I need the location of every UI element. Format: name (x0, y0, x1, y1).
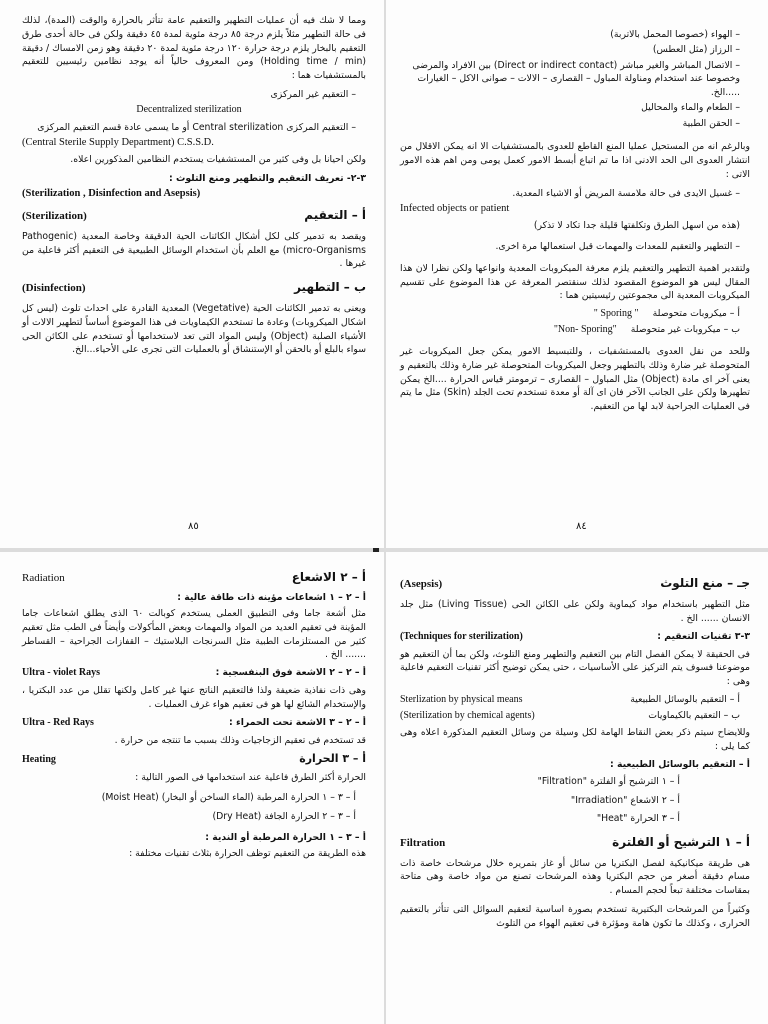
non-sporing-item (400, 324, 750, 335)
cssd-line: (Central Sterile Supply Department) C.S.S.D. (22, 137, 214, 149)
ir-body: قد تستخدم فى تعقيم الزجاجيات وذلك بسبب ما تنتجه من حرارة . (114, 734, 366, 746)
page-number-84: ٨٤ (576, 521, 587, 532)
filtration-heading-ar: أ – ١ الترشيح أو الفلترة (612, 834, 750, 849)
radiation-heading-ar: أ – ٢ الاشعاع (291, 570, 366, 584)
hand-wash-note: (هذه من اسهل الطرق وتكلفتها قليلة جدا تكاد لا تذكر) (533, 220, 740, 231)
sterilization-heading-en: (Sterilization) (22, 209, 87, 222)
moist-heat-body: هذه الطريقة من التعقيم توظف الحرارة بثلاث تقنيات مختلفة : (129, 847, 366, 859)
page-number-85: ٨٥ (188, 521, 199, 532)
ir-heading-en: Ultra - Red Rays (22, 716, 94, 728)
ionizing-body: مثل أشعة جاما وفى التطبيق العملى يستخدم كوبالت ٦٠ الذى يطلق اشعاعات جاما المؤينة فى تعقيم العديد من المواد والمهمات وبعض المأكولات وأيضاً فى الطب مثل تعقيم كثير من المستلزمات الطبية مثل السرنجات البلاستيك – القفازات الجراحية – القساطر ....... الخ . (22, 608, 367, 661)
asepsis-heading (400, 576, 750, 590)
transmission-item-1: – الهواء (خصوصا المحمل بالاتربة) (610, 29, 740, 40)
method-irradiation: أ – ٢ الاشعاع "Irradiation" (570, 794, 680, 806)
uv-body: وهى ذات نفاذية ضعيفة ولذا فالتعقيم الناتج عنها غير كامل ولكنها تقلل من عدد البكتريا ، والإستخدام الشائع لها هو فى تعقيم هواء غرف العمليات . (22, 685, 366, 710)
techniques-heading-ar: ٣-٣ تقنيات التعقيم : (657, 630, 750, 642)
uv-heading (22, 667, 366, 678)
hand-wash-item: – غسيل الايدى فى حالة ملامسة المريض أو الاشياء المعدية. (512, 187, 740, 199)
asepsis-body: مثل التطهير باستخدام مواد كيماوية ولكن على الكائن الحى (Living Tissue) مثل جلد الانسان ...... الخ . (400, 599, 750, 624)
chemical-agents-ar: ب – التعقيم بالكيماويات (648, 709, 740, 721)
heating-heading-en: Heating (22, 754, 56, 766)
disinfection-heading-ar: ب – التطهير (294, 280, 366, 295)
disinfection-heading-en: (Disinfection) (22, 282, 86, 295)
sporing-en: " Sporing " (593, 308, 639, 320)
section-3-2-en: (Sterilization , Disinfection and Asepsis) (22, 187, 201, 199)
disinfection-heading (22, 280, 366, 294)
system-decentralized (22, 88, 366, 118)
non-sporing-ar: ب – ميكروبات غير متحوصلة (630, 324, 740, 336)
page-85 (0, 0, 384, 548)
clarification-body: وللايضاح سيتم ذكر بعض النقاط الهامة لكل وسيلة من وسائل التعقيم المذكورة اعلاه وهى كما يلى : (400, 726, 750, 752)
prevention-paragraph: وبالرغم انه من المستحيل عمليا المنع القاطع للعدوى بالمستشفيات الا انه يمكن الاقلال من انتشار العدوى الى الحد الادنى اذا ما تم اتباع أبسط الامور كعمل يومى ومن اهم هذه الامور الاتى : (400, 141, 750, 180)
uv-heading-ar: أ – ٢ – ٢ الاشعة فوق البنفسجية : (215, 667, 366, 678)
method-heat: أ – ٣ الحرارة "Heat" (596, 813, 680, 825)
chemical-agents-item (400, 710, 750, 721)
filtration-body-2: وكثيراً من المرشحات البكتيرية تستخدم بصورة اساسية لتعقيم السوائل التى تتأثر بالتعقيم الحرارى ، وكذلك ما تكون هامة ومؤثرة فى تعقيم الهواء من التلوث (400, 903, 750, 929)
physical-means-en: Sterlization by physical means (400, 693, 523, 705)
system-central: – التعقيم المركزى Central sterilization أو ما يسمى عادة قسم التعقيم المركزى (37, 121, 356, 133)
method-filtration: أ – ١ الترشيح أو الفلترة "Filtration" (537, 776, 680, 788)
infected-objects-en: Infected objects or patient (400, 203, 510, 214)
moist-heat-title: أ – ٣ – ١ الحرارة المرطبة أو الندية : (205, 831, 366, 843)
transmission-item-2: – الرزاز (مثل العطس) (652, 44, 740, 56)
disinfection-body: ويعنى به تدمير الكائنات الحية (Vegetative) المعدية القادرة على احداث تلوث (ليس كل اشكال الميكروبات) وعادة ما تستخدم الكيماويات فى هذا الموضوع أساساً لتطهير الالات أو الأشياء الصلبة (Object) وليس المواد التى تعد لاستخدامها أو تستخدم على الكائن الحى سواء بالبلع أو بالحقن أو الإستنشاق أو بالعمليات التى تجرى على الأحياء...الخ. (22, 303, 366, 356)
radiation-heading (22, 570, 366, 584)
techniques-heading (400, 631, 750, 642)
filtration-body-1: هى طريقة ميكانيكية لفصل البكتريا من سائل أو غاز بتمريره خلال مرشحات خاصة ذات مسام دقيقة أصغر من حجم البكتريا وهذه المرشحات تصنع من مواد خاصة وهى متاحة بمقاسات مختلفة تبعاً لحجم المسام . (400, 857, 750, 897)
transmission-item-3: – الاتصال المباشر والغير مباشر (Direct or indirect contact) بين الافراد والمرضى وخصوصا عند استخدام ومناولة المباول – القصارى – الالات – صوانى الاكل – الغيارات .....الخ. (412, 59, 740, 98)
ionizing-title: أ – ٢ – ١ اشعاعات مؤينه ذات طاقة عالية : (177, 592, 366, 603)
page-radiation (0, 552, 384, 1024)
sporing-ar: أ – ميكروبات متحوصلة (652, 308, 740, 320)
filtration-heading (400, 835, 750, 849)
sterilize-equipment-item: – التطهير والتعقيم للمعدات والمهمات قبل استعمالها مرة اخرى. (495, 241, 740, 253)
moist-heat-item: أ – ٣ – ١ الحرارة المرطبة (الماء الساخن أو البخار) (Moist Heat) (101, 792, 356, 803)
sporing-item (400, 308, 750, 319)
asepsis-heading-en: (Asepsis) (400, 578, 443, 590)
sterilization-heading-ar: أ – التعقيم (304, 207, 366, 222)
transmission-item-5: – الحقن الطبية (682, 117, 740, 129)
dry-heat-item: أ – ٣ – ٢ الحرارة الجافة (Dry Heat) (212, 811, 356, 823)
radiation-heading-en: Radiation (22, 572, 65, 584)
techniques-body: فى الحقيقة لا يمكن الفصل التام بين التعقيم والتطهير ومنع التلوث، ولكن بما أن التعقيم هو موضوعنا فسوف يتم التركيز على الأساسيات ، حتى يمكن توضيح أكثر تقنيات التعقيم فاعلية وهى : (400, 648, 750, 687)
filtration-heading-en: Filtration (400, 836, 446, 849)
ir-heading-ar: أ – ٢ – ٣ الاشعة تحت الحمراء : (229, 716, 366, 728)
infection-control-paragraph: وللحد من نقل العدوى بالمستشفيات ، وللتبسيط الامور يمكن جعل الميكروبات غير المتحوصلة غير ضارة وذلك بالتطهير وجعل الميكروبات المتحوصلة غير ضارة وذلك بالتعقيم و يعنى آخر اى مادة (Object) مثل المباول – القصارى – ترمومتر قياس الحرارة ....الخ يمكن تطهيرها ولكن على الجانب الآخر فان اى آلة أو معدة تستخدم تحت الجلد (Skin) مثل ما يتم فى العمليات الجراحية لابد لها من التعقيم. (400, 346, 750, 413)
page-84 (386, 0, 768, 548)
sterilization-body: ويقصد به تدمير كلى لكل أشكال الكائنات الحية الدقيقة وخاصة المعدية (Pathogenic micro-Organisms) مع العلم بأن استخدام الوسائل الطبيعية فى التعقيم أكثر فاعلية من غيرها . (22, 230, 366, 270)
non-sporing-en: "Non- Sporing" (553, 324, 617, 336)
uv-heading-en: Ultra - violet Rays (22, 667, 101, 678)
chemical-agents-en: (Sterilization by chemical agents) (400, 709, 535, 721)
section-3-2-title: ٣-٢- تعريف التعقيم والتطهير ومنع التلوث : (169, 172, 366, 184)
heating-heading-ar: أ – ٣ الحرارة (299, 752, 366, 766)
heating-body: الحرارة أكثر الطرق فاعلية عند استخدامها فى الصور التالية : (135, 772, 366, 784)
sterilization-heading (22, 208, 366, 222)
transmission-item-4: – الطعام والماء والمحاليل (641, 102, 740, 114)
physical-means-ar: أ – التعقيم بالوسائل الطبيعية (630, 693, 740, 705)
system-decentralized-label: – التعقيم غير المركزى (270, 88, 356, 100)
physical-means-item (400, 694, 750, 705)
ir-heading (22, 717, 366, 728)
systems-note: ولكن احيانا بل وفى كثير من المستشفيات يستخدم النظامين المذكورين اعلاه. (70, 154, 366, 166)
heating-heading (22, 752, 366, 765)
techniques-heading-en: (Techniques for sterilization) (400, 630, 523, 642)
microbes-paragraph: ولتقدير اهمية التطهير والتعقيم يلزم معرفة الميكروبات المعدية وانواعها ولكن نظرا لان هذا المقال ليس هو الموضوع المقصود لذلك سنقتصر المعرفة عن هذا الموضوع على تقسيم الميكروبات المعدية الى مجموعتين رئيسيتين هما : (400, 262, 750, 302)
asepsis-heading-ar: جـ – منع التلوث (660, 576, 750, 590)
page-asepsis (386, 552, 768, 1024)
system-decentralized-en: Decentralized sterilization (136, 104, 242, 116)
physical-means-title: أ – التعقيم بالوسائل الطبيعية : (610, 759, 750, 771)
intro-paragraph: ومما لا شك فيه أن عمليات التطهير والتعقيم عامة تتأثر بالحرارة والوقت (المدة)، لذلك فى حالة التطهير مثلاً يلزم درجة ٨٥ درجة مئوية لمدة ٤٥ دقيقة ولكن فى حالة أحدى طرق التعقيم بالبخار يلزم درجة حرارة ١٢٠ درجة مئوية لمدة ٢٠ دقيقة وهو زمن الامساك / دقيقة (Holding time / min) ومن المعروف حالياً أنه يوجد نظامين رئيسيين للتعقيم بالمستشفيات هما : (21, 15, 366, 81)
